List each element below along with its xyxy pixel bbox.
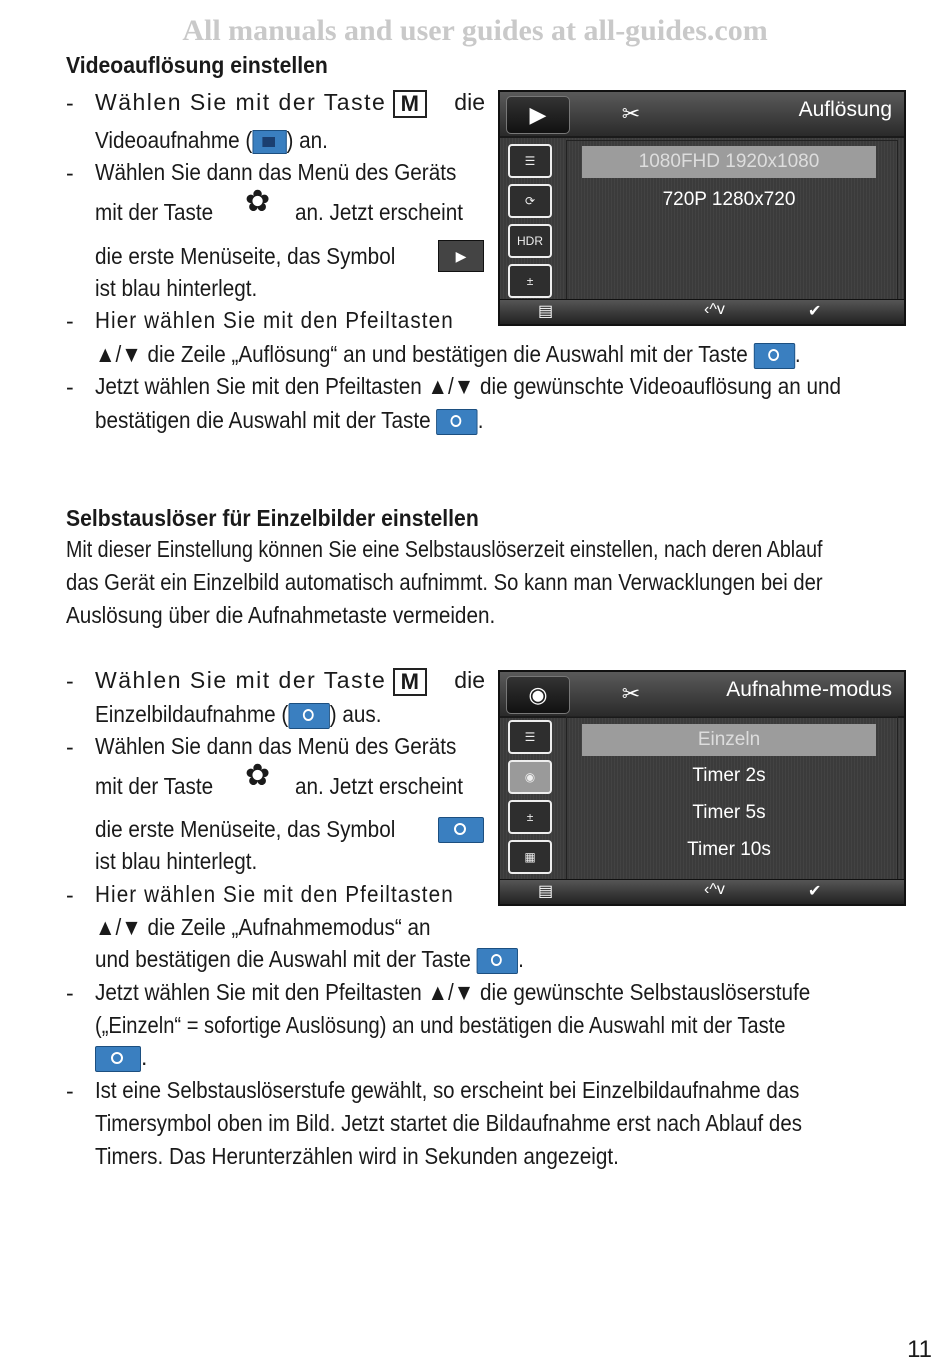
bullet-1-line-1: Wählen Sie mit der Taste M die xyxy=(95,89,485,116)
bullet-dash: - xyxy=(66,882,74,908)
s2-bullet-2-line-4: ist blau hinterlegt. xyxy=(95,848,258,874)
ok-check-icon: ✔ xyxy=(808,303,822,320)
ok-check-icon: ✔ xyxy=(808,883,822,900)
section-heading-video-resolution: Videoauflösung einstellen xyxy=(66,52,328,78)
menu-icon: ▤ xyxy=(538,883,554,900)
s2-bullet-3-line-3: und bestätigen die Auswahl mit der Taste . xyxy=(95,946,524,972)
section-heading-self-timer: Selbstauslöser für Einzelbilder einstellen xyxy=(66,505,479,531)
s2-bullet-3-line-2: ▲/▼ die Zeile „Aufnahmemodus“ an xyxy=(95,914,431,940)
s2-bullet-2-line-2: mit der Taste ✿ an. Jetzt erscheint xyxy=(95,759,463,799)
bullet-dash: - xyxy=(66,308,74,334)
bullet-1-line-2: Videoaufnahme ( ) an. xyxy=(95,127,328,153)
camera-button-icon xyxy=(754,343,795,369)
device-menu-screen-capture-mode xyxy=(498,670,906,906)
bullet-dash: - xyxy=(66,374,74,400)
option-720p: 720P 1280x720 xyxy=(662,189,796,210)
bullet-dash: - xyxy=(66,90,74,116)
camera-icon xyxy=(288,703,329,729)
bullet-dash: - xyxy=(66,668,74,694)
bullet-4-line-1: Jetzt wählen Sie mit den Pfeiltasten ▲/▼ die gewünschte Videoauflösung an und xyxy=(95,373,842,399)
option-1080fhd: 1080FHD 1920x1080 xyxy=(582,146,876,178)
hdr-icon: HDR xyxy=(508,224,552,258)
list-icon: ☰ xyxy=(508,720,552,754)
exposure-icon: ± xyxy=(508,264,552,298)
screen-title: Auflösung xyxy=(798,98,892,121)
option-einzeln: Einzeln xyxy=(582,724,876,756)
s2-bullet-2-line-1: Wählen Sie dann das Menü des Geräts xyxy=(95,733,457,759)
camera-button-icon xyxy=(477,948,518,974)
video-mode-clapper-icon: ▶ xyxy=(438,240,484,272)
m-key-icon: M xyxy=(393,668,427,696)
menu-icon: ▤ xyxy=(538,303,554,320)
bullet-2-line-1: Wählen Sie dann das Menü des Geräts xyxy=(95,159,457,185)
device-menu-screen-resolution xyxy=(498,90,906,326)
s2-bullet-5-line-2: Timersymbol oben im Bild. Jetzt startet die Bildaufnahme erst nach Ablauf des xyxy=(95,1110,802,1136)
bullet-2-line-4: ist blau hinterlegt. xyxy=(95,275,258,301)
option-timer-10s: Timer 10s xyxy=(687,839,771,860)
s2-bullet-3-line-1: Hier wählen Sie mit den Pfeiltasten xyxy=(95,881,454,907)
screen-bottom-bar xyxy=(500,299,904,324)
s2-bullet-1-line-2: Einzelbildaufnahme ( ) aus. xyxy=(95,701,382,727)
bullet-3-line-2: ▲/▼ die Zeile „Auflösung“ an und bestätigen die Auswahl mit der Taste . xyxy=(95,341,801,367)
screen-title: Aufnahme-modus xyxy=(726,678,892,701)
bullet-2-line-3: die erste Menüseite, das Symbol ▶ xyxy=(95,240,429,273)
camera-icon xyxy=(438,817,484,843)
bullet-dash: - xyxy=(66,734,74,760)
exposure-icon: ± xyxy=(508,800,552,834)
tools-icon: ✂ xyxy=(621,681,641,706)
intro-line-3: Auslösung über die Aufnahmetaste vermeiden. xyxy=(66,602,496,628)
gear-icon: ✿ xyxy=(245,185,271,218)
bullet-dash: - xyxy=(66,160,74,186)
list-icon: ☰ xyxy=(508,144,552,178)
video-camera-icon xyxy=(252,130,286,154)
page-number: 11 xyxy=(907,1336,932,1363)
bullet-dash: - xyxy=(66,1078,74,1104)
bullet-4-line-2: bestätigen die Auswahl mit der Taste . xyxy=(95,407,484,433)
bullet-dash: - xyxy=(66,980,74,1006)
watermark: All manuals and user guides at all-guides.com xyxy=(182,14,768,47)
s2-bullet-4-line-2: („Einzeln“ = sofortige Auslösung) an und bestätigen die Auswahl mit der Taste xyxy=(95,1012,786,1038)
s2-bullet-5-line-1: Ist eine Selbstauslöserstufe gewählt, so erscheint bei Einzelbildaufnahme das xyxy=(95,1077,800,1103)
bullet-2-line-2: mit der Taste ✿ an. Jetzt erscheint xyxy=(95,185,463,225)
screen-top-bar xyxy=(500,92,904,138)
bullet-3-line-1: Hier wählen Sie mit den Pfeiltasten xyxy=(95,307,454,333)
s2-bullet-1-line-1: Wählen Sie mit der Taste M die xyxy=(95,667,485,694)
tools-icon: ✂ xyxy=(621,101,641,126)
calendar-icon: ▦ xyxy=(508,840,552,874)
camera-button-icon xyxy=(95,1046,141,1072)
camera-tab-icon: ◉ xyxy=(506,676,570,714)
screen-top-bar xyxy=(500,672,904,718)
s2-bullet-5-line-3: Timers. Das Herunterzählen wird in Sekunden angezeigt. xyxy=(95,1143,619,1169)
screen-bottom-bar xyxy=(500,879,904,904)
option-timer-5s: Timer 5s xyxy=(692,802,766,823)
s2-bullet-4-line-3: . xyxy=(95,1041,147,1074)
camera-button-icon xyxy=(436,409,477,435)
s2-bullet-4-line-1: Jetzt wählen Sie mit den Pfeiltasten ▲/▼ die gewünschte Selbstauslöserstufe xyxy=(95,979,811,1005)
nav-arrows-icon: ‹^v xyxy=(704,301,725,318)
intro-line-2: das Gerät ein Einzelbild automatisch aufnimmt. So kann man Verwacklungen bei der xyxy=(66,569,823,595)
intro-line-1: Mit dieser Einstellung können Sie eine Selbstauslöserzeit einstellen, nach deren Ablauf xyxy=(66,536,823,562)
camera-icon: ◉ xyxy=(508,760,552,794)
video-mode-tab-icon: ▶ xyxy=(506,96,570,134)
gear-icon: ✿ xyxy=(245,759,271,792)
m-key-icon: M xyxy=(393,90,427,118)
rotate-icon: ⟳ xyxy=(508,184,552,218)
s2-bullet-2-line-3: die erste Menüseite, das Symbol xyxy=(95,813,429,846)
option-timer-2s: Timer 2s xyxy=(692,765,766,786)
nav-arrows-icon: ‹^v xyxy=(704,881,725,898)
